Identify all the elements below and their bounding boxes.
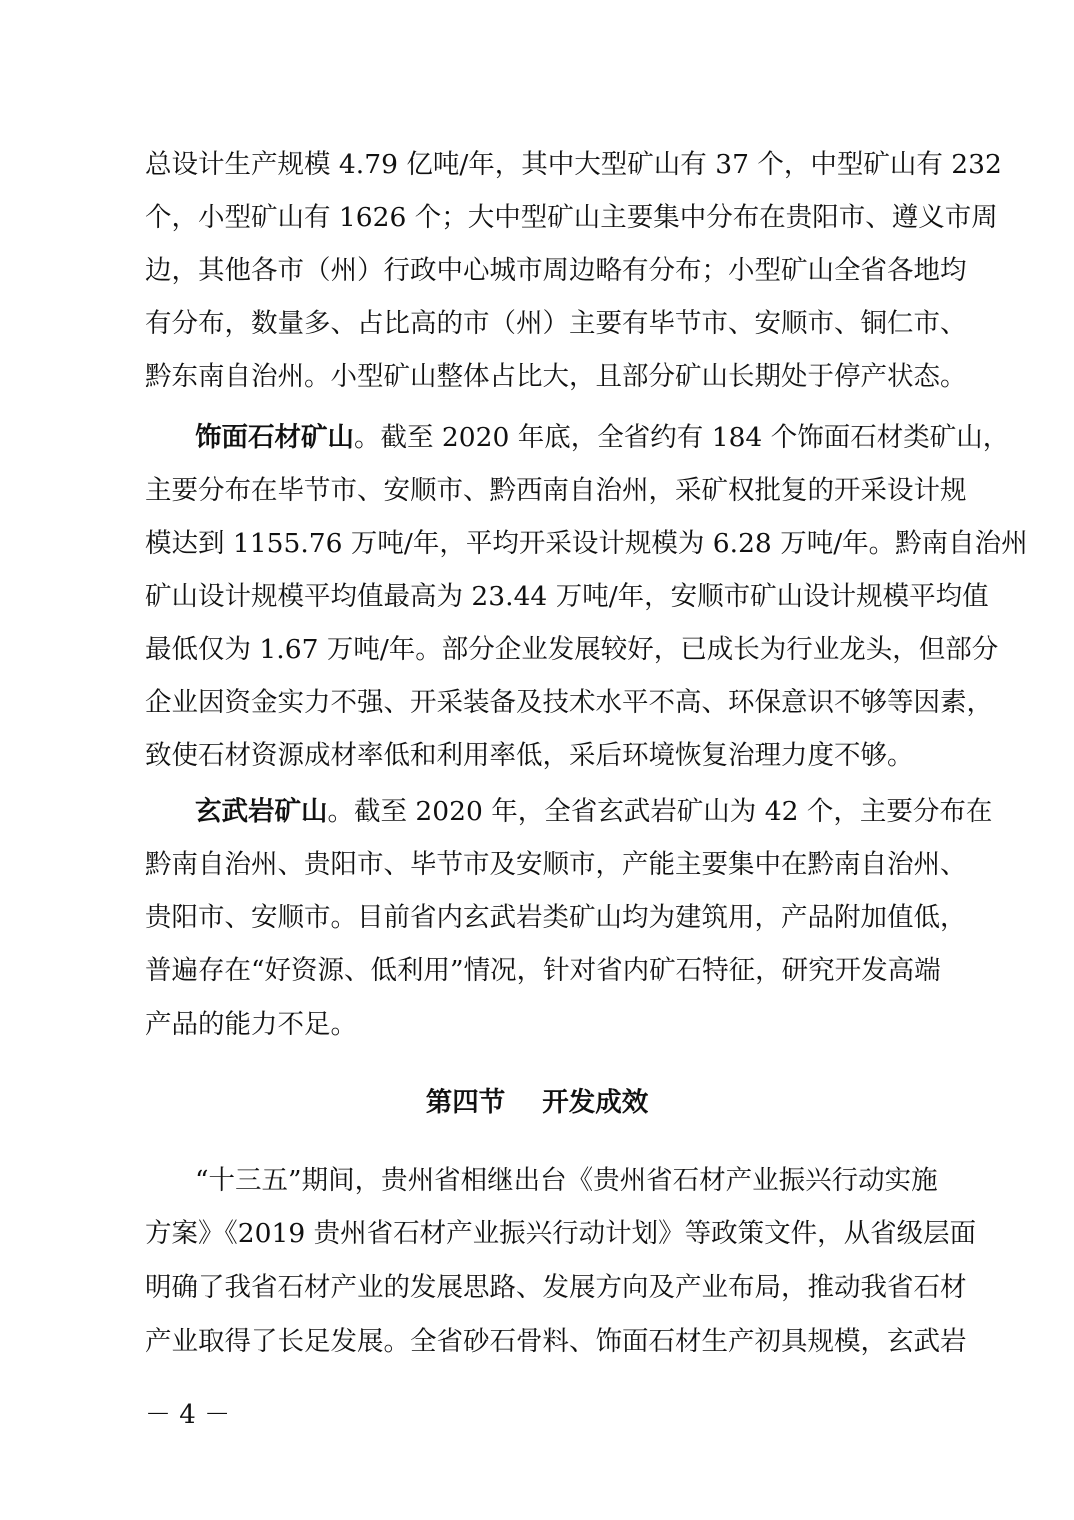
paragraph-line: 个，小型矿山有 1626 个；大中型矿山主要集中分布在贵阳市、遵义市周 — [145, 202, 998, 233]
paragraph-line: 有分布，数量多、占比高的市（州）主要有毕节市、安顺市、铜仁市、 — [145, 308, 967, 339]
paragraph-line: 总设计生产规模 4.79 亿吨/年，其中大型矿山有 37 个，中型矿山有 232 — [145, 149, 1002, 180]
paragraph-line: 普遍存在“好资源、低利用”情况，针对省内矿石特征，研究开发高端 — [145, 955, 941, 986]
paragraph-line: 模达到 1155.76 万吨/年，平均开采设计规模为 6.28 万吨/年。黔南自治州 — [145, 528, 1028, 559]
paragraph-line: 黔东南自治州。小型矿山整体占比大，且部分矿山长期处于停产状态。 — [145, 361, 967, 392]
paragraph-line: 致使石材资源成材率低和利用率低，采后环境恢复治理力度不够。 — [145, 740, 914, 771]
paragraph-text: 。截至 2020 年，全省玄武岩矿山为 42 个，主要分布在 — [327, 796, 993, 827]
paragraph-label: 玄武岩矿山 — [195, 796, 328, 827]
paragraph-line: 边，其他各市（州）行政中心城市周边略有分布；小型矿山全省各地均 — [145, 255, 967, 286]
paragraph-first-line: “十三五”期间，贵州省相继出台《贵州省石材产业振兴行动实施 — [195, 1165, 938, 1196]
paragraph-first-line — [195, 422, 1010, 453]
section-heading: 第四节 开发成效 — [425, 1087, 649, 1118]
paragraph-line: 黔南自治州、贵阳市、毕节市及安顺市，产能主要集中在黔南自治州、 — [145, 849, 967, 880]
paragraph-text: 。截至 2020 年底，全省约有 184 个饰面石材类矿山， — [354, 422, 1010, 453]
paragraph-line: 最低仅为 1.67 万吨/年。部分企业发展较好，已成长为行业龙头，但部分 — [145, 634, 999, 665]
paragraph-line: 贵阳市、安顺市。目前省内玄武岩类矿山均为建筑用，产品附加值低， — [145, 902, 967, 933]
paragraph-first-line — [195, 796, 993, 827]
paragraph-line: 主要分布在毕节市、安顺市、黔西南自治州，采矿权批复的开采设计规 — [145, 475, 967, 506]
paragraph-line: 方案》《2019 贵州省石材产业振兴行动计划》等政策文件，从省级层面 — [145, 1218, 977, 1249]
paragraph-line: 产品的能力不足。 — [145, 1009, 357, 1040]
paragraph-line: 明确了我省石材产业的发展思路、发展方向及产业布局，推动我省石材 — [145, 1272, 967, 1303]
paragraph-label: 饰面石材矿山 — [195, 422, 354, 453]
page-number: － 4 － — [145, 1400, 231, 1430]
paragraph-line: 产业取得了长足发展。全省砂石骨料、饰面石材生产初具规模，玄武岩 — [145, 1326, 967, 1357]
paragraph-line: 企业因资金实力不强、开采装备及技术水平不高、环保意识不够等因素， — [145, 687, 993, 718]
paragraph-line: 矿山设计规模平均值最高为 23.44 万吨/年，安顺市矿山设计规模平均值 — [145, 581, 989, 612]
